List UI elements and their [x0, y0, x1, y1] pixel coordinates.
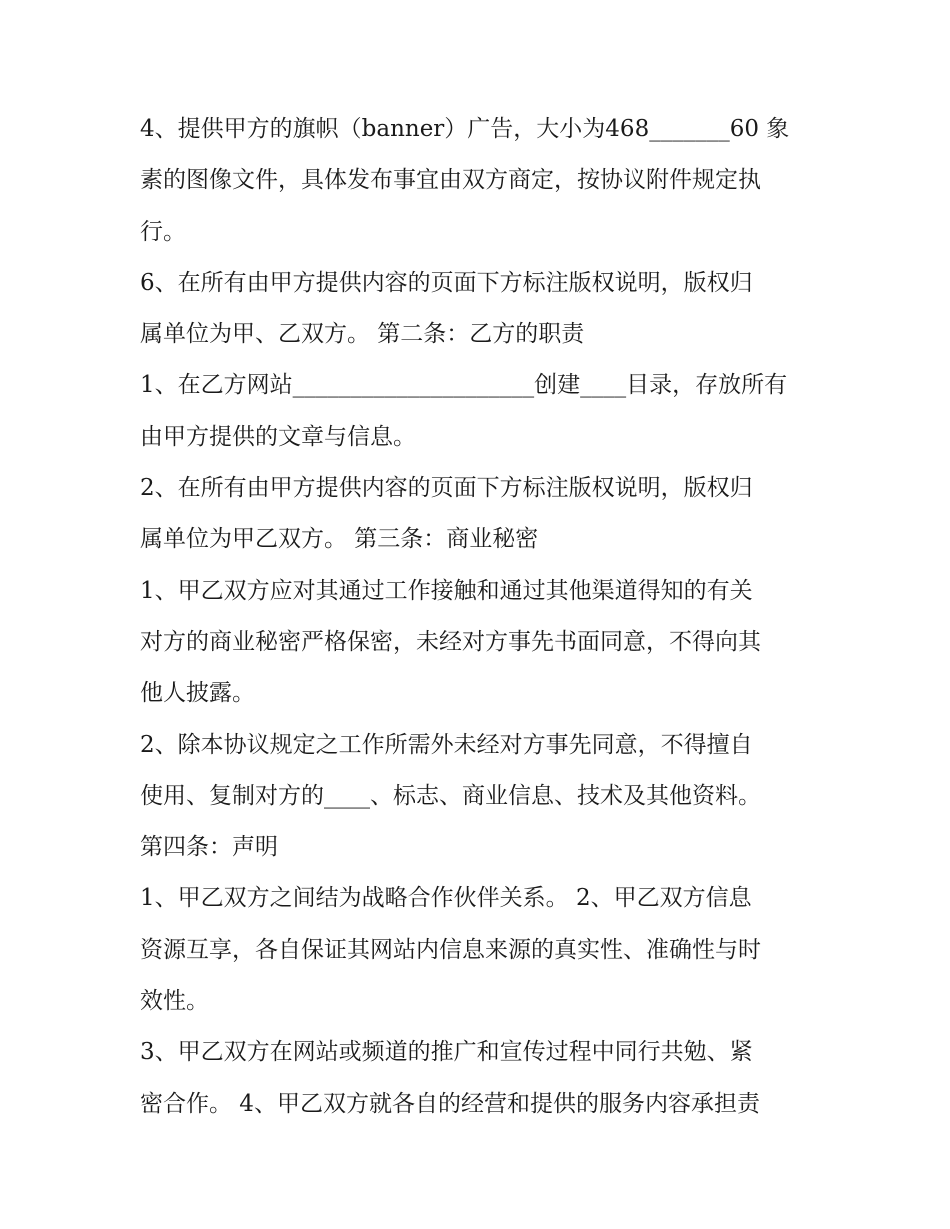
text-line: 他人披露。 [140, 680, 255, 707]
text-line: 3、甲乙双方在网站或频道的推广和宣传过程中同行共勉、紧 [140, 1039, 753, 1066]
text-line: 6、在所有由甲方提供内容的页面下方标注版权说明，版权归 [140, 269, 753, 296]
text-line: 4、提供甲方的旗帜（banner）广告，大小为468_______60 象 [140, 116, 790, 142]
text-line: 资源互享，各自保证其网站内信息来源的真实性、准确性与时 [140, 936, 761, 963]
text-line: 属单位为甲、乙双方。 第二条：乙方的职责 [140, 321, 585, 348]
text-line: 素的图像文件，具体发布事宜由双方商定，按协议附件规定执 [140, 167, 761, 194]
text-line: 2、在所有由甲方提供内容的页面下方标注版权说明，版权归 [140, 475, 753, 502]
text-line: 行。 [140, 218, 186, 245]
text-line: 1、甲乙双方之间结为战略合作伙伴关系。 2、甲乙双方信息 [140, 885, 752, 912]
text-line: 属单位为甲乙双方。 第三条：商业秘密 [140, 526, 539, 553]
text-line: 由甲方提供的文章与信息。 [140, 423, 416, 450]
text-line: 密合作。 4、甲乙双方就各自的经营和提供的服务内容承担责 [140, 1090, 760, 1117]
text-line: 对方的商业秘密严格保密，未经对方事先书面同意，不得向其 [140, 628, 761, 655]
text-line: 效性。 [140, 988, 209, 1015]
text-line: 第四条：声明 [140, 834, 278, 861]
text-line: 2、除本协议规定之工作所需外未经对方事先同意，不得擅自 [140, 731, 753, 758]
text-line: 1、在乙方网站_____________________创建____目录，存放所有 [140, 372, 788, 399]
text-line: 使用、复制对方的____、标志、商业信息、技术及其他资料。 [140, 782, 761, 809]
document-body [140, 104, 820, 1130]
text-line: 1、甲乙双方应对其通过工作接触和通过其他渠道得知的有关 [140, 577, 753, 604]
